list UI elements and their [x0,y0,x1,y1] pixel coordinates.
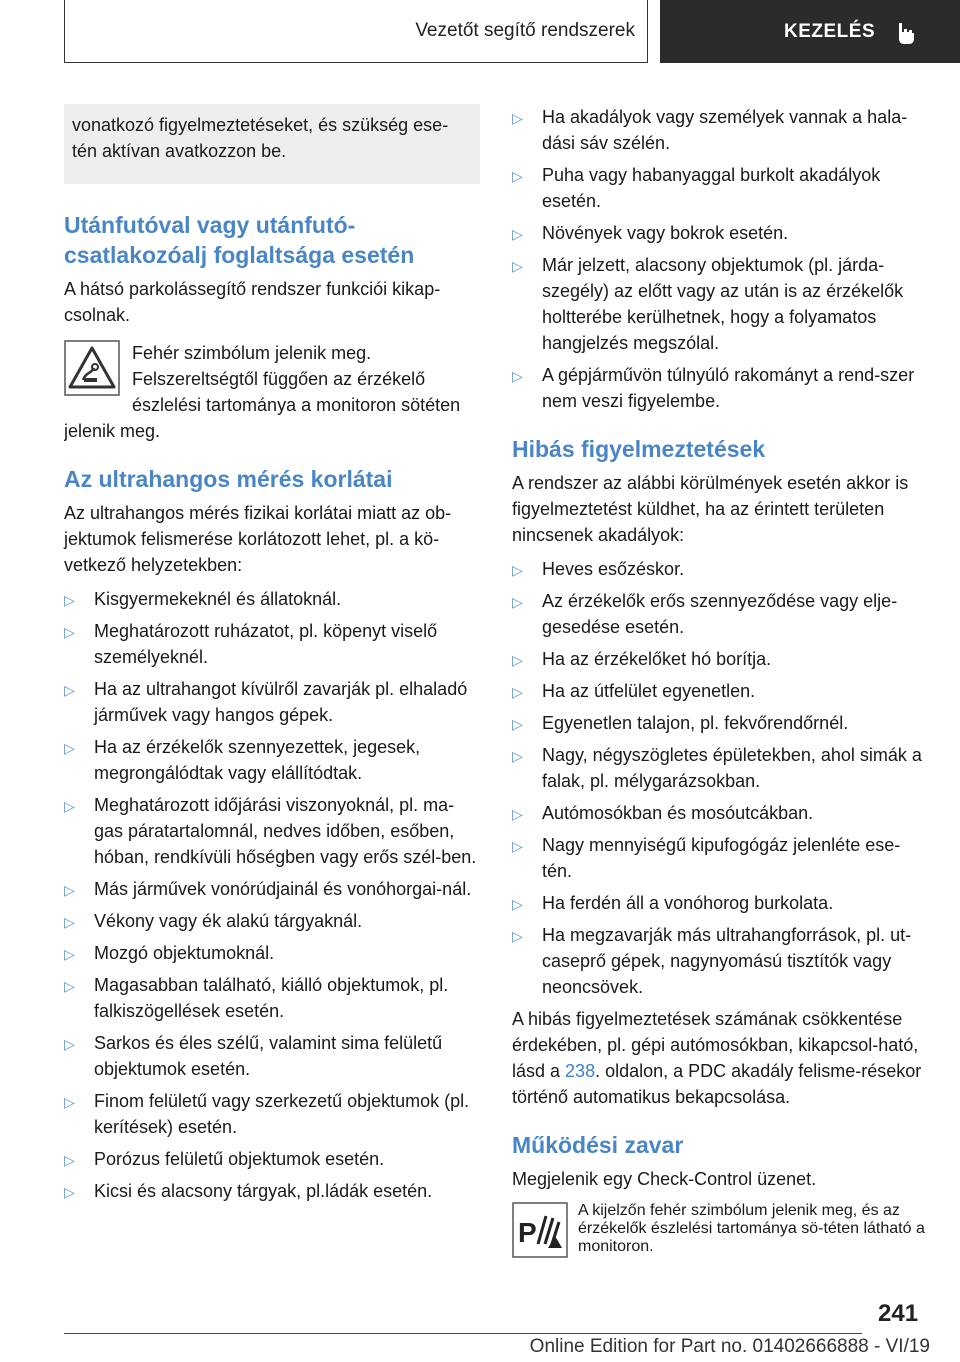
section-title: Vezetőt segítő rendszerek [64,0,648,63]
list-item: ▷ Magasabban található, kiálló objektumok, pl. falkiszögellések esetén. [64,975,449,1021]
triangle-bullet-icon: ▷ [512,896,523,912]
triangle-bullet-icon: ▷ [512,110,523,126]
false-warnings-list [512,556,930,1000]
list-item: ▷ Az érzékelők erős szennyeződése vagy elje-gesedése esetén. [512,591,898,637]
triangle-bullet-icon: ▷ [64,946,75,962]
footer-divider [64,1333,862,1334]
triangle-bullet-icon: ▷ [512,226,523,242]
paragraph-limits: Az ultrahangos mérés fizikai korlátai miatt az ob-jektumok felismerése korlátozott lehet, pl. a kö-vetkező helyzetekben: [64,503,452,575]
heading-fault: Működési zavar [512,1132,684,1158]
limits-list [64,586,480,1204]
triangle-bullet-icon: ▷ [512,838,523,854]
triangle-bullet-icon: ▷ [64,624,75,640]
pointing-hand-icon [893,19,919,45]
trailer-symbol-block [64,340,480,444]
triangle-bullet-icon: ▷ [512,806,523,822]
paragraph-trailer: A hátsó parkolássegítő rendszer funkciói kikap-csolnak. [64,279,441,325]
triangle-bullet-icon: ▷ [64,1094,75,1110]
list-item: ▷ Heves esőzéskor. [512,556,930,582]
triangle-bullet-icon: ▷ [512,258,523,274]
triangle-bullet-icon: ▷ [64,1184,75,1200]
list-item: ▷ Kicsi és alacsony tárgyak, pl.ládák esetén. [64,1178,480,1204]
list-item: ▷ Ha az útfelület egyenetlen. [512,678,930,704]
triangle-bullet-icon: ▷ [64,592,75,608]
list-item: ▷ Meghatározott időjárási viszonyoknál, pl. ma-gas páratartalomnál, nedves időben, esőben, hóban, rendkívüli hőségben vagy erős szél-ben. [64,795,477,867]
trailer-warning-icon [64,340,120,396]
page-number: 241 [878,1300,919,1327]
triangle-bullet-icon: ▷ [512,652,523,668]
list-item: ▷ Kisgyermekeknél és állatoknál. [64,586,480,612]
fault-symbol-block [512,1202,930,1262]
list-item: ▷ Ha megzavarják más ultrahangforrások, pl. ut-caseprő gépek, nagynyomású tisztítók vagy neoncsövek. [512,925,912,997]
paragraph-false-warnings: A rendszer az alábbi körülmények esetén akkor is figyelmeztetést küldhet, ha az érintett területen nincsenek akadályok: [512,473,909,545]
triangle-bullet-icon: ▷ [64,682,75,698]
list-item: ▷ Növények vagy bokrok esetén. [512,220,930,246]
list-item: ▷ Vékony vagy ék alakú tárgyaknál. [64,908,480,934]
heading-trailer: Utánfutóval vagy utánfutó-csatlakozóalj foglaltsága esetén [64,212,415,268]
pdc-fault-icon [512,1202,568,1258]
note-box [64,104,480,184]
triangle-bullet-icon: ▷ [512,368,523,384]
triangle-bullet-icon: ▷ [512,716,523,732]
heading-limits: Az ultrahangos mérés korlátai [64,466,393,492]
list-item: ▷ Meghatározott ruházatot, pl. köpenyt viselő személyeknél. [64,621,438,667]
triangle-bullet-icon: ▷ [64,978,75,994]
list-item: ▷ Ha az érzékelőket hó borítja. [512,646,930,672]
page-header [64,0,960,65]
list-item: ▷ Nagy, négyszögletes épületekben, ahol simák a falak, pl. mélygarázsokban. [512,745,922,791]
list-item: ▷ Ha akadályok vagy személyek vannak a hala-dási sáv szélén. [512,107,908,153]
triangle-bullet-icon: ▷ [512,928,523,944]
triangle-bullet-icon: ▷ [64,798,75,814]
warn-text-2: Felszereltségtől függően az érzékelő észlelési tartománya a monitoron sötéten jelenik meg. [64,369,461,441]
triangle-bullet-icon: ▷ [64,740,75,756]
list-item: ▷ Ha az ultrahangot kívülről zavarják pl. elhaladó járművek vagy hangos gépek. [64,679,468,725]
triangle-bullet-icon: ▷ [512,168,523,184]
triangle-bullet-icon: ▷ [512,594,523,610]
list-item: ▷ Ha ferdén áll a vonóhorog burkolata. [512,890,930,916]
limits-list-continued [512,104,930,414]
left-column [64,104,480,1210]
list-item: ▷ Mozgó objektumoknál. [64,940,480,966]
list-item: ▷ A gépjárművön túlnyúló rakományt a rend-szer nem veszi figyelembe. [512,365,915,411]
list-item: ▷ Sarkos és éles szélű, valamint sima felületű objektumok esetén. [64,1033,443,1079]
footer-edition: Online Edition for Part no. 01402666888 - VI/19 [529,1336,930,1357]
list-item: ▷ Finom felületű vagy szerkezetű objektumok (pl. kerítések) esetén. [64,1091,470,1137]
heading-false-warnings: Hibás figyelmeztetések [512,436,766,462]
list-item: ▷ Már jelzett, alacsony objektumok (pl. járda-szegély) az előtt vagy az után is az érzékelők holtterébe kerülhetnek, hogy a folyamatos hangjelzés megszólal. [512,255,904,353]
svg-text:P: P [518,1217,537,1248]
fault-text: A kijelzőn fehér szimbólum jelenik meg, és az érzékelők észlelési tartománya sö-téten látható a monitoron. [578,1202,925,1255]
triangle-bullet-icon: ▷ [64,914,75,930]
triangle-bullet-icon: ▷ [512,562,523,578]
list-item: ▷ Ha az érzékelők szennyezettek, jegesek, megrongálódtak vagy elállítódtak. [64,737,421,783]
triangle-bullet-icon: ▷ [512,684,523,700]
page-link-238[interactable]: 238 [565,1061,596,1081]
list-item: ▷ Nagy mennyiségű kipufogógáz jelenléte ese-tén. [512,835,901,881]
list-item: ▷ Más járművek vonórúdjainál és vonóhorgai-nál. [64,876,480,902]
triangle-bullet-icon: ▷ [64,1152,75,1168]
paragraph-fault: Megjelenik egy Check-Control üzenet. [512,1169,817,1189]
warn-text-1: Fehér szimbólum jelenik meg. [132,343,372,363]
triangle-bullet-icon: ▷ [64,1036,75,1052]
note-text: vonatkozó figyelmeztetéseket, és szükség ese-tén aktívan avatkozzon be. [72,115,449,161]
chapter-label: KEZELÉS [784,20,876,42]
triangle-bullet-icon: ▷ [64,882,75,898]
list-item: ▷ Porózus felületű objektumok esetén. [64,1146,480,1172]
list-item: ▷ Egyenetlen talajon, pl. fekvőrendőrnél. [512,710,930,736]
right-column [512,104,930,1262]
list-item: ▷ Puha vagy habanyaggal burkolt akadályok esetén. [512,165,881,211]
paragraph-reduce: A hibás figyelmeztetések számának csökkentése érdekében, pl. gépi autómosókban, kikapcsol-ható, lásd a 238. oldalon, a PDC akadály felisme-résekor történő automatikus bekapcsolása. [512,1009,922,1107]
triangle-bullet-icon: ▷ [512,748,523,764]
chapter-tab[interactable] [660,0,960,63]
list-item: ▷ Autómosókban és mosóutcákban. [512,800,930,826]
